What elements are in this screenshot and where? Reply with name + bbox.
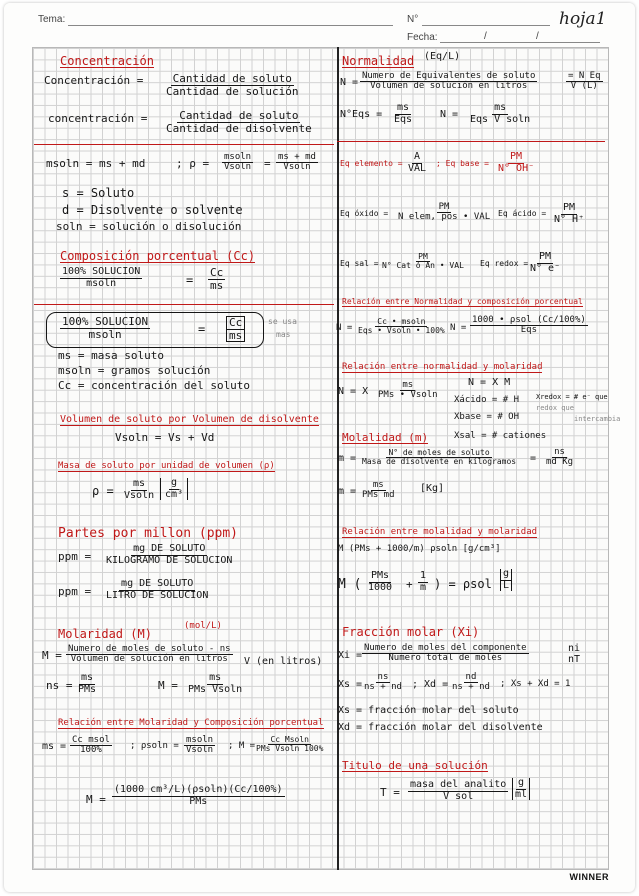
rnm-a-den: PMs • Vsoln (378, 390, 438, 401)
eq-elemento-fraction (406, 152, 428, 174)
cp-fraction-1-right (208, 267, 225, 291)
rnc-b-num: 1000 • ρsol (Cc/100%) (472, 315, 586, 325)
rmc-b-fraction (184, 736, 215, 756)
neq-fraction (392, 103, 414, 125)
cp1-num: 100% SOLUCION (62, 266, 141, 277)
molalidad-r-den: md Kg (546, 457, 574, 468)
eq-oxido-num: PM (438, 202, 450, 212)
eq-sal-lhs: Eq sal = (340, 259, 379, 268)
rmm-unit (500, 569, 512, 591)
cp-def-msoln: msoln = gramos solución (58, 364, 211, 377)
ns-den: PMs (78, 683, 97, 695)
conc-line2-lhs: concentración = (48, 112, 148, 125)
molaridad-den: Volumen de solución en litros (70, 654, 228, 665)
molalidad-title: Molalidad (m) (342, 431, 429, 444)
fecha-line (440, 42, 600, 43)
eq-base-fraction (496, 152, 536, 174)
eq-acido-fraction (552, 203, 586, 225)
rho-fraction-1 (222, 153, 253, 173)
section-separator (337, 141, 605, 142)
rmc-a-fraction (70, 736, 112, 756)
titulo-fraction (408, 780, 508, 802)
ns-num: ms (81, 672, 94, 683)
fm-den: Numero total de moles (388, 653, 503, 664)
cp2-den: msoln (88, 327, 122, 341)
molalidad-b-lhs: m = (338, 486, 357, 497)
cp-fraction-2-right (226, 316, 245, 342)
rmm-unit-den: L (503, 579, 510, 591)
eq-redox-den: N° e⁻ (530, 262, 561, 274)
fm-xs-lhs: Xs = (338, 679, 363, 690)
rel-normalidad-composicion-title: Relación entre Normalidad y composición porcentual (342, 297, 583, 306)
fm-xd-fraction (450, 673, 492, 693)
rmc-a-num: Cc msol (72, 735, 110, 745)
mv-unit (160, 478, 188, 500)
normalidad-title: Normalidad (342, 54, 415, 68)
rmc-big-fraction (112, 785, 285, 807)
cp-note-2: mas (276, 330, 291, 339)
molalidad-b-num: ms (372, 480, 384, 490)
ppm-lhs-2: ppm = (58, 585, 92, 598)
eq-sal-num: PM (418, 252, 428, 261)
molalidad-r-num: ns (554, 447, 565, 457)
titulo-unit (512, 778, 530, 800)
rho1-num: msoln (224, 152, 252, 162)
rnm-a-fraction (376, 381, 440, 401)
rmc-big-num: (1000 cm³/L)(ρsoln)(Cc/100%) (114, 784, 283, 795)
rnc-b-den: Eqs (520, 325, 538, 336)
cp-def-cc: Cc = concentración del soluto (58, 379, 251, 392)
rnc-a-num: Cc • msoln (377, 317, 426, 326)
eq-base-num: PM (510, 151, 523, 162)
norm-l1-num: Numero de Equivalentes de soluto (362, 71, 536, 81)
molalidad-lhs: m = (338, 453, 357, 464)
rnc-b-fraction (470, 316, 588, 336)
cp2-rnum: Cc (229, 316, 243, 329)
volumen-title: Volumen de soluto por Volumen de disolvente (60, 414, 319, 425)
normalidad-unit: (Eq/L) (424, 51, 461, 62)
ppm1-den: KILOGRAMO DE SOLUCION (106, 554, 233, 566)
norm-l1-right-fraction (566, 72, 603, 92)
molalidad-num: N° de moles de soluto (388, 448, 490, 457)
conc-line1-den: Cantidad de solución (166, 84, 299, 98)
fm-r-den: nT (568, 653, 581, 665)
titulo-unit-num: g (518, 777, 525, 788)
mv-unit-num: g (171, 477, 178, 488)
cp1-den: msoln (86, 277, 117, 289)
tema-line (68, 25, 393, 26)
rnm-sal: Xsal = # cationes (454, 431, 547, 441)
rmc-b-num: msoln (186, 735, 214, 745)
n-lhs: N = (440, 109, 459, 120)
titulo-lhs: T = (380, 786, 400, 799)
fm-xd-num: nd (465, 672, 477, 682)
rnm-a-lhs: N = X (338, 386, 369, 397)
fm-num: Numero de moles del componente (364, 643, 527, 653)
hoja-handwritten: hoja1 (559, 9, 607, 29)
titulo-den: V sol (443, 790, 474, 802)
rnc-a-lhs: N = (336, 323, 353, 333)
m-num: ms (209, 672, 222, 683)
rel-molaridad-composicion-title: Relación entre Molaridad y Composición porcentual (58, 718, 324, 728)
ns-lhs: ns = (46, 679, 73, 692)
molalidad-b-unit: [Kg] (420, 483, 445, 494)
m-lhs: M = (158, 679, 178, 692)
cp-fraction-1-left (60, 267, 142, 289)
molaridad-title: Molaridad (M) (58, 627, 152, 641)
molalidad-b-fraction (360, 481, 397, 501)
titulo-solucion-title: Titulo de una solución (342, 759, 488, 772)
molalidad-r-fraction (544, 448, 575, 468)
masa-unidad-title: Masa de soluto por unidad de volumen (ρ) (58, 461, 275, 471)
cp-def-ms: ms = masa soluto (58, 349, 164, 362)
fm-xs-num: ns (377, 672, 389, 682)
rmc-big-lhs: M = (86, 793, 106, 806)
number-line (422, 25, 550, 26)
composicion-title: Composición porcentual (Cc) (60, 249, 256, 263)
norm-l1-rden: V (L) (570, 81, 598, 92)
rnm-redox-note-3: intercambia (574, 415, 621, 423)
mv-den: Vsoln (124, 489, 155, 501)
eq-base-den: N° OH⁻ (498, 162, 535, 174)
notebook-page (4, 3, 635, 892)
rho-symbol: ; ρ = (176, 157, 210, 170)
rmc-c-lhs: ; M = (228, 741, 256, 751)
rmm-p1-den: 1000 (368, 581, 393, 593)
m-fraction (186, 673, 244, 695)
cp-fraction-2-left (60, 316, 150, 340)
number-label: N° (407, 14, 419, 25)
rho2-num: ms + md (278, 152, 316, 162)
rmm-p2-den: m (420, 581, 427, 593)
rho1-den: Vsoln (224, 162, 252, 173)
fm-lhs: Xi = (338, 650, 363, 661)
neq-lhs: N°Eqs = (340, 109, 383, 120)
mv-lhs: ρ = (92, 484, 114, 498)
rmm-p2-num: 1 (420, 570, 427, 581)
norm-l1-fraction (360, 72, 537, 92)
fecha-slash-1: / (484, 31, 487, 42)
rmm-plus: + (406, 578, 413, 591)
eq-base-lhs: ; Eq base = (436, 159, 489, 168)
eq-oxido-den: N elem, pos • VAL (398, 212, 491, 223)
n-den: Eqs V soln (470, 113, 531, 125)
mv-num: ms (133, 478, 146, 489)
ppm2-num: mg DE SOLUTO (121, 578, 194, 589)
cp1-equals: = (186, 273, 194, 287)
eq-acido-num: PM (563, 202, 576, 213)
ppm-lhs-1: ppm = (58, 550, 92, 563)
cp1-rden: ms (210, 278, 224, 292)
titulo-num: masa del analito (410, 779, 507, 790)
page-header (4, 3, 635, 43)
n-num: ms (494, 102, 507, 113)
eq-oxido-fraction (396, 203, 492, 223)
rho-fraction-2 (276, 153, 318, 173)
rnm-redox-note-1: Xredox = # e⁻ que (536, 393, 608, 401)
neq-num: ms (397, 102, 410, 113)
fm-xd-den: ns + nd (452, 682, 490, 693)
rel-normalidad-molaridad-title: Relación entre normalidad y molaridad (342, 362, 543, 372)
rmm-p1-fraction (366, 571, 394, 593)
rho2-den: Vsoln (283, 162, 311, 173)
molaridad-unit: (mol/L) (184, 621, 222, 631)
eq-redox-num: PM (539, 251, 552, 262)
rho-equals: = (264, 157, 271, 170)
conc-line2-num: Cantidad de soluto (179, 109, 299, 122)
eq-sal-fraction (380, 253, 466, 271)
section-separator (34, 144, 334, 145)
ppm-title: Partes por millon (ppm) (58, 526, 239, 541)
molalidad-b-den: PMs md (362, 490, 395, 501)
msoln-equation: msoln = ms + md (46, 157, 146, 170)
m-den: PMs Vsoln (188, 683, 243, 695)
fraccion-molar-title: Fracción molar (Xi) (342, 625, 480, 639)
cp2-rden: ms (229, 328, 243, 342)
molaridad-den2: V (en litros) (244, 656, 323, 667)
def-disolvente: d = Disolvente o solvente (62, 203, 243, 217)
fm-fraction (362, 644, 529, 664)
ppm1-num: mg DE SOLUTO (133, 543, 206, 554)
cp-note-1: se usa (268, 317, 297, 326)
rmm-p1-num: PMs (371, 570, 390, 581)
fm-xs-den: ns + nd (364, 682, 402, 693)
rnc-b-lhs: N = (450, 323, 467, 333)
brand-logo: WINNER (569, 872, 609, 882)
rmm-rhs: ) = ρsol (434, 577, 492, 591)
fm-xs-fraction (362, 673, 404, 693)
fm-def-xd: Xd = fracción molar del disolvente (338, 722, 543, 733)
titulo-unit-den: ml (515, 788, 528, 800)
rmc-c-den: PMs Vsoln 100% (256, 744, 324, 754)
eq-elemento-lhs: Eq elemento = (340, 159, 403, 168)
molaridad-lhs: M = (42, 649, 62, 662)
molalidad-r-eq: = (530, 453, 537, 464)
volumen-equation: Vsoln = Vs + Vd (115, 431, 215, 444)
cp1-rnum: Cc (210, 266, 224, 279)
eq-acido-lhs: Eq ácido = (498, 209, 547, 218)
concentracion-title: Concentración (60, 54, 154, 68)
fm-def-xs: Xs = fracción molar del soluto (338, 705, 519, 716)
def-solucion: soln = solución o disolución (56, 220, 242, 233)
conc-line1-fraction (164, 73, 300, 97)
fecha-slash-2: / (536, 31, 539, 42)
n-fraction (468, 103, 532, 125)
rmc-a-den: 100% (80, 745, 102, 756)
cp2-equals: = (198, 322, 206, 336)
rmc-big-den: PMs (189, 795, 208, 807)
rnm-acido: Xácido = # H (454, 395, 520, 405)
rmc-c-num: Cc Msoln (270, 735, 309, 744)
conc-line1-lhs: Concentración = (44, 74, 144, 87)
fm-xd-lhs: ; Xd = (412, 679, 449, 690)
molalidad-fraction (360, 449, 518, 467)
rmm-eq1: M (PMs + 1000/m) ρsoln [g/cm³] (338, 544, 501, 554)
rmm-unit-num: g (503, 568, 510, 579)
rnm-base: Xbase = # OH (454, 412, 520, 422)
rnc-a-den: Eqs • Vsoln • 100% (358, 326, 445, 336)
ppm2-den: LITRO DE SOLUCION (106, 589, 209, 601)
fm-sum: ; Xs + Xd = 1 (500, 679, 571, 689)
rmc-b-lhs: ; ρsoln = (130, 741, 179, 751)
norm-l1-den: Volumen de solución en litros (370, 81, 528, 92)
mv-unit-den: cm³ (165, 488, 184, 500)
ns-fraction (76, 673, 98, 695)
eq-redox-lhs: Eq redox = (480, 259, 529, 268)
rmc-c-fraction (254, 736, 325, 754)
rnc-a-fraction (356, 318, 447, 336)
rmm-p2-fraction (418, 571, 428, 593)
ppm-fraction-2 (104, 579, 210, 601)
eq-elemento-den: VAL (408, 162, 427, 174)
fm-r-fraction (566, 644, 582, 665)
tema-label: Tema: (38, 14, 66, 25)
eq-sal-den: N° Cat ó An • VAL (382, 261, 464, 271)
eq-oxido-lhs: Eq óxido = (340, 209, 389, 218)
section-separator (34, 304, 334, 305)
rel-molalidad-molaridad-title: Relación entre molalidad y molaridad (342, 527, 538, 537)
rnm-a-num: ms (402, 380, 414, 390)
eq-redox-fraction (528, 252, 562, 274)
rnm-redox-note-2: redox que (536, 404, 574, 412)
cp2-num: 100% SOLUCION (62, 315, 149, 328)
fm-r-num: ni (568, 643, 581, 654)
eq-elemento-num: A (414, 151, 421, 162)
neq-den: Eqs (394, 113, 413, 125)
norm-l1-lhs: N = (340, 77, 359, 88)
molaridad-num: Numero de moles de soluto - ns (68, 644, 231, 654)
norm-l1-rnum: = N Eq (568, 71, 601, 81)
molaridad-fraction (66, 645, 233, 665)
mv-fraction (122, 479, 156, 501)
molalidad-den: Masa de disolvente en kilogramos (362, 457, 517, 467)
rmc-b-den: Vsoln (186, 745, 214, 756)
fecha-label: Fecha: (407, 32, 438, 43)
eq-acido-den: N° H⁺ (554, 213, 585, 225)
ppm-fraction-1 (104, 544, 234, 566)
def-soluto: s = Soluto (62, 186, 135, 200)
rnm-b: N = X M (468, 377, 511, 388)
rmc-a-lhs: ms = (42, 741, 67, 752)
conc-line1-num: Cantidad de soluto (172, 72, 292, 85)
conc-line2-fraction (164, 110, 314, 134)
rmm-m-lhs: M ( (338, 577, 362, 592)
conc-line2-den: Cantidad de disolvente (166, 121, 312, 135)
